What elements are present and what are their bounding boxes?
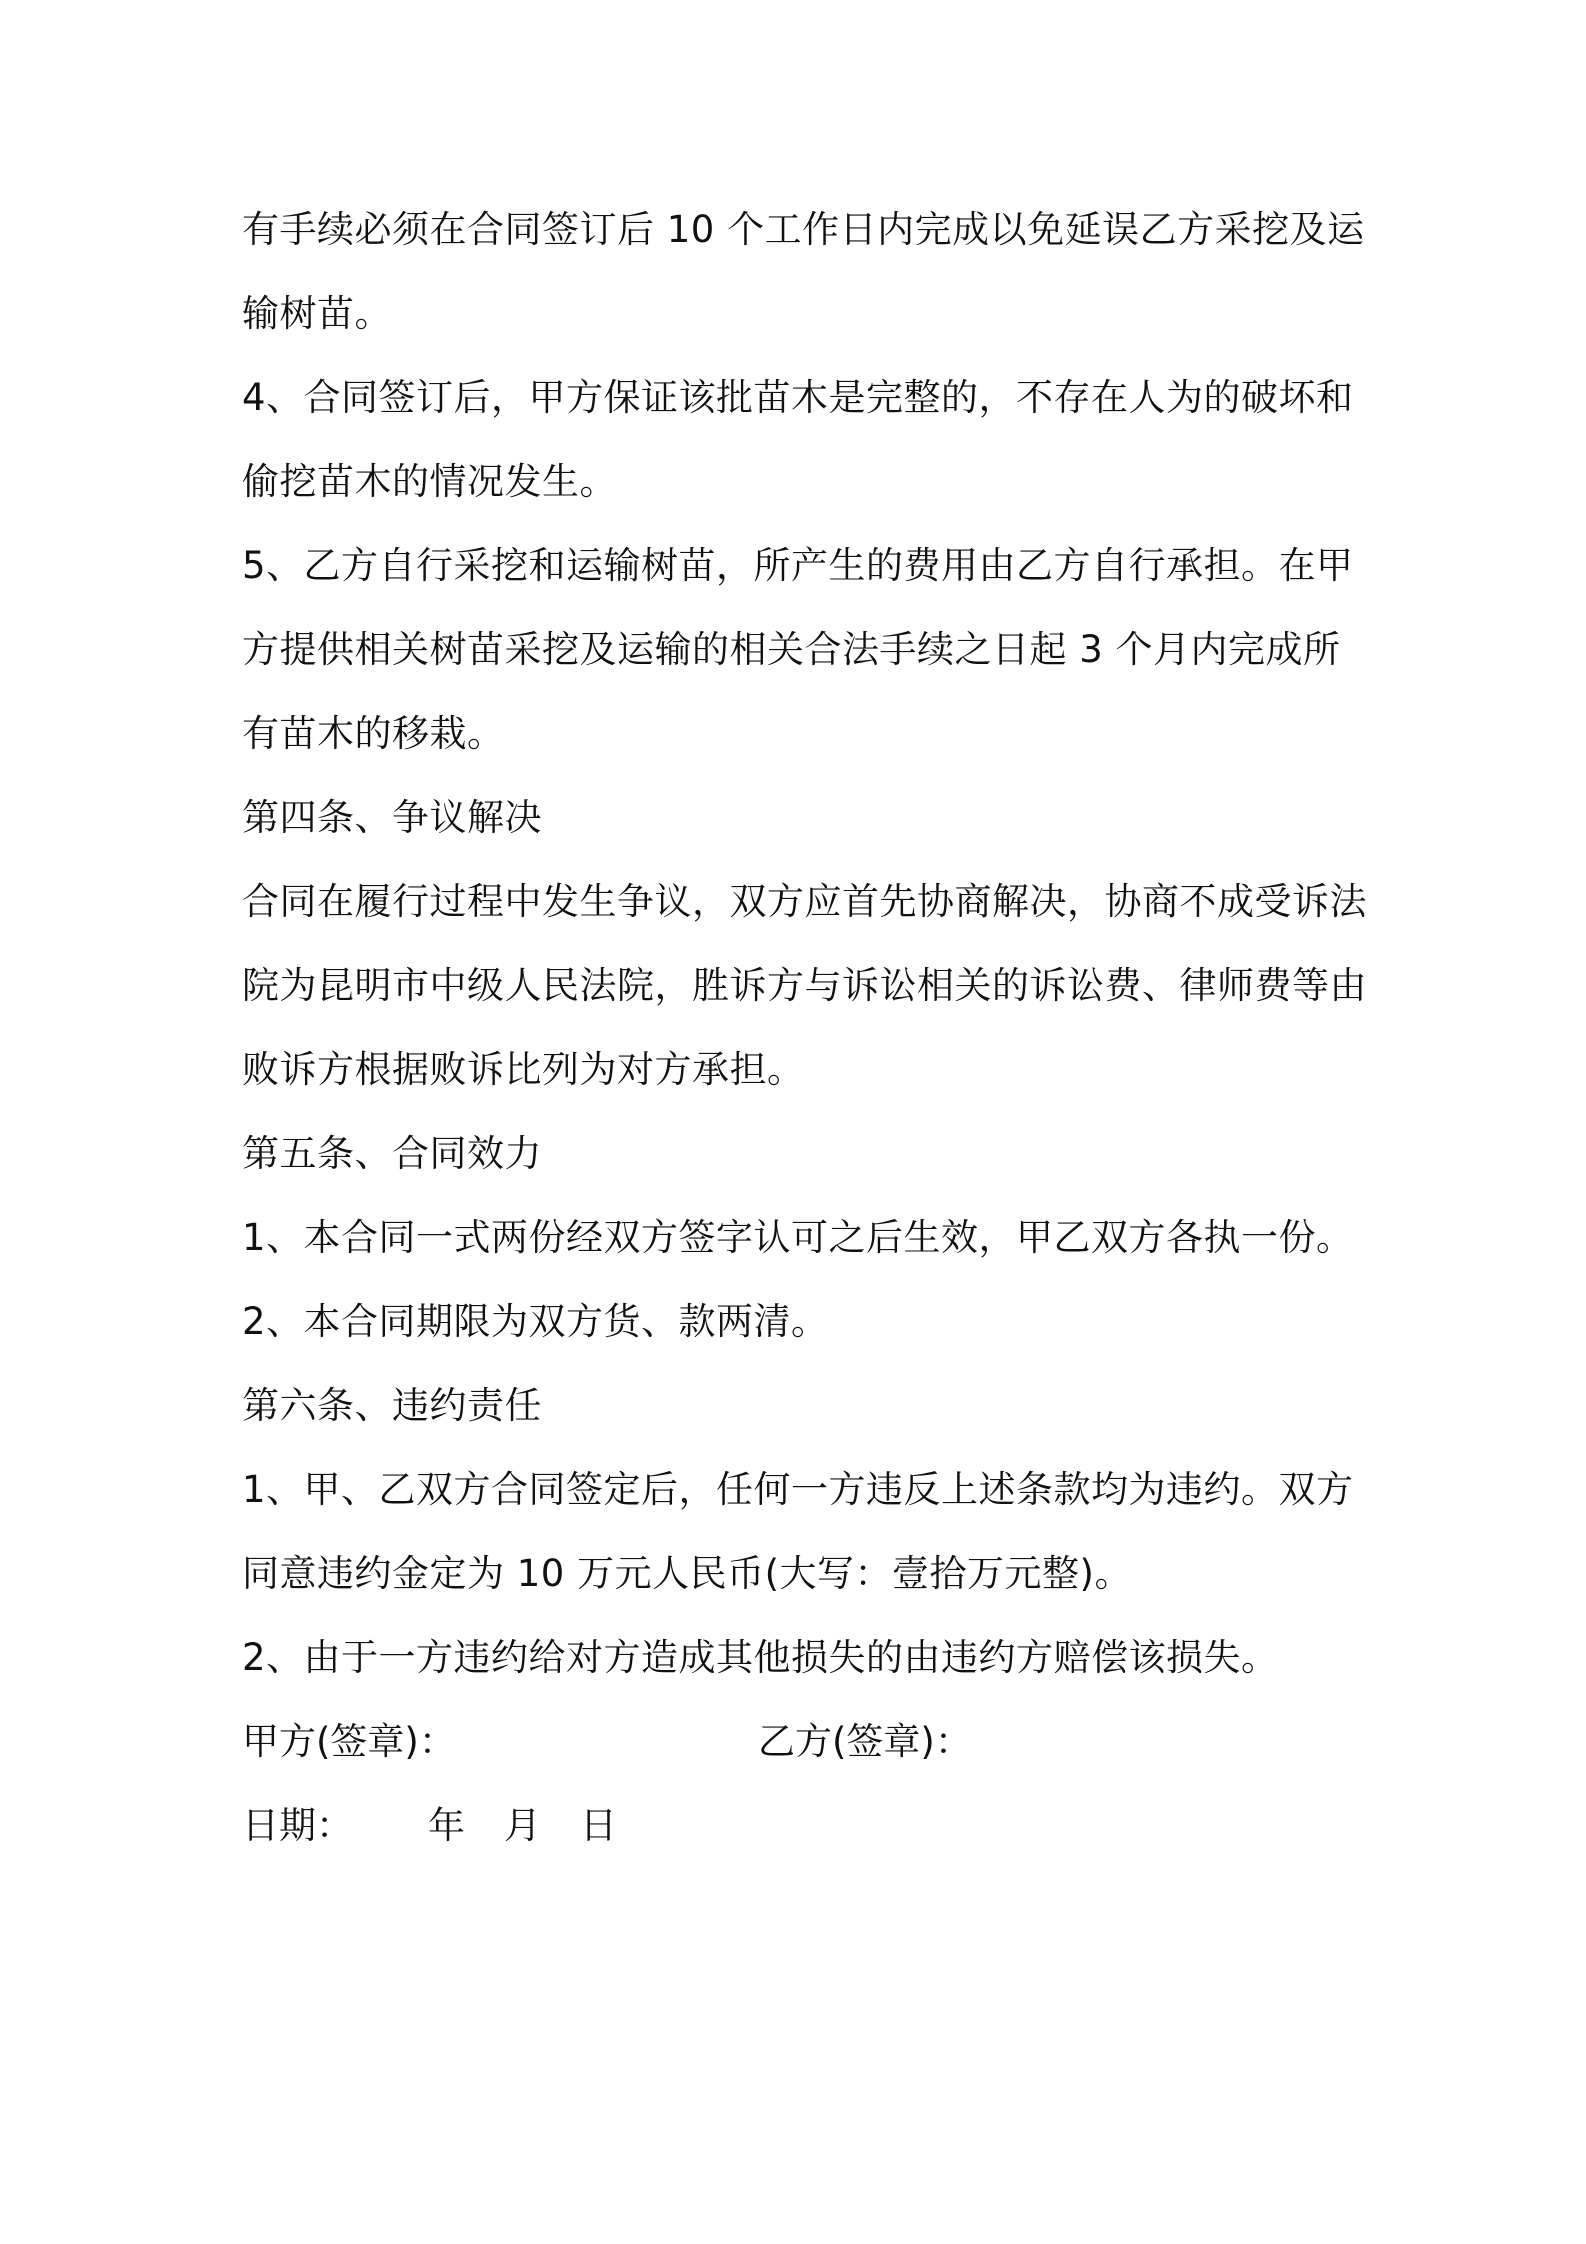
article-5-item-2: 2、本合同期限为双方货、款两清。 bbox=[242, 1300, 829, 1343]
body-line-1: 有手续必须在合同签订后 10 个工作日内完成以免延误乙方采挖及运 bbox=[242, 208, 1365, 251]
article-6-heading: 第六条、违约责任 bbox=[242, 1384, 542, 1427]
clause-4-line-1: 4、合同签订后，甲方保证该批苗木是完整的，不存在人为的破坏和 bbox=[242, 376, 1354, 419]
article-4-line-3: 败诉方根据败诉比列为对方承担。 bbox=[242, 1048, 805, 1091]
body-line-2: 输树苗。 bbox=[242, 292, 392, 335]
article-6-item-1-line-1: 1、甲、乙双方合同签定后，任何一方违反上述条款均为违约。双方 bbox=[242, 1468, 1354, 1511]
clause-5-line-3: 有苗木的移栽。 bbox=[242, 712, 505, 755]
article-6-item-1-line-2: 同意违约金定为 10 万元人民币(大写：壹拾万元整)。 bbox=[242, 1552, 1132, 1595]
article-4-line-2: 院为昆明市中级人民法院，胜诉方与诉讼相关的诉讼费、律师费等由 bbox=[242, 964, 1367, 1007]
article-5-item-1: 1、本合同一式两份经双方签字认可之后生效，甲乙双方各执一份。 bbox=[242, 1216, 1354, 1259]
date-month: 月 bbox=[504, 1804, 541, 1847]
clause-5-line-1: 5、乙方自行采挖和运输树苗，所产生的费用由乙方自行承担。在甲 bbox=[242, 544, 1354, 587]
article-5-heading: 第五条、合同效力 bbox=[242, 1132, 542, 1175]
party-b-signature-label: 乙方(签章)： bbox=[758, 1720, 972, 1763]
date-day: 日 bbox=[580, 1804, 617, 1847]
article-6-item-2: 2、由于一方违约给对方造成其他损失的由违约方赔偿该损失。 bbox=[242, 1636, 1279, 1679]
article-4-line-1: 合同在履行过程中发生争议，双方应首先协商解决，协商不成受诉法 bbox=[242, 880, 1367, 923]
article-4-heading: 第四条、争议解决 bbox=[242, 796, 542, 839]
clause-4-line-2: 偷挖苗木的情况发生。 bbox=[242, 460, 617, 503]
date-year: 年 bbox=[428, 1804, 465, 1847]
party-a-signature-label: 甲方(签章)： bbox=[242, 1720, 456, 1763]
clause-5-line-2: 方提供相关树苗采挖及运输的相关合法手续之日起 3 个月内完成所 bbox=[242, 628, 1341, 671]
date-label: 日期： bbox=[242, 1804, 353, 1847]
